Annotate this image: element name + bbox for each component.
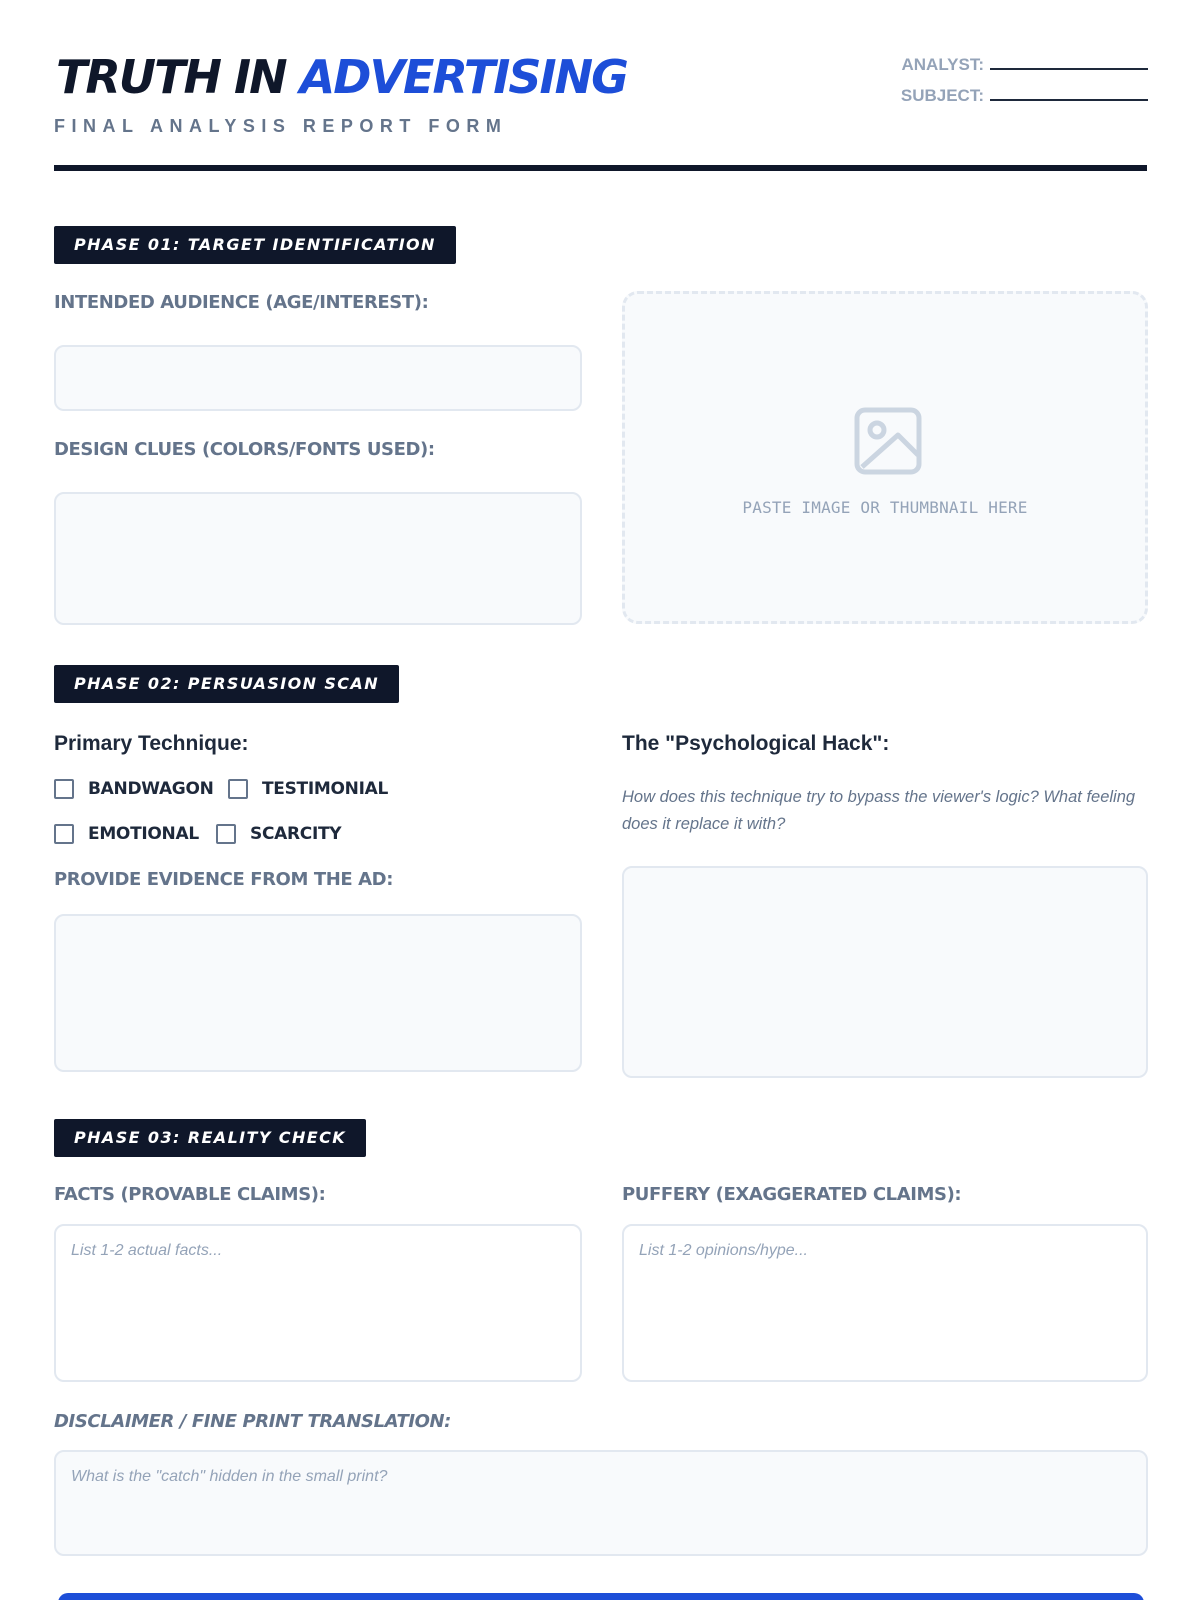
checkbox-testimonial[interactable]	[228, 779, 388, 799]
puffery-field[interactable]	[622, 1224, 1148, 1382]
analyst-label: ANALYST:	[901, 55, 984, 74]
checkbox-box[interactable]	[216, 824, 236, 844]
checkbox-box[interactable]	[54, 779, 74, 799]
disclaimer-label: DISCLAIMER / FINE PRINT TRANSLATION:	[54, 1411, 451, 1432]
meta-fields	[901, 55, 1148, 117]
facts-field[interactable]	[54, 1224, 582, 1382]
image-dropzone[interactable]	[622, 291, 1148, 624]
hack-label: The "Psychological Hack":	[622, 732, 890, 755]
evidence-label: PROVIDE EVIDENCE FROM THE AD:	[54, 869, 394, 890]
puffery-label: PUFFERY (EXAGGERATED CLAIMS):	[622, 1184, 962, 1205]
checkbox-scarcity[interactable]	[216, 824, 341, 844]
title-main: TRUTH IN	[56, 50, 300, 104]
checkbox-label: TESTIMONIAL	[262, 779, 388, 799]
disclaimer-placeholder: What is the "catch" hidden in the small print?	[71, 1468, 388, 1485]
checkbox-box[interactable]	[54, 824, 74, 844]
hack-hint: How does this technique try to bypass the viewer's logic? What feeling does it replace it with?	[622, 788, 1136, 833]
facts-label: FACTS (PROVABLE CLAIMS):	[54, 1184, 326, 1205]
phase-3-tag: PHASE 03: REALITY CHECK	[54, 1119, 366, 1157]
analyst-row	[901, 55, 1148, 86]
analyst-line-field[interactable]	[990, 56, 1148, 70]
phase-2-tag: PHASE 02: PERSUASION SCAN	[54, 665, 399, 703]
bottom-accent-bar	[58, 1593, 1144, 1600]
design-field[interactable]	[54, 492, 582, 625]
page-subtitle: FINAL ANALYSIS REPORT FORM	[54, 116, 508, 136]
checkbox-box[interactable]	[228, 779, 248, 799]
checkbox-label: BANDWAGON	[88, 779, 214, 799]
subject-label: SUBJECT:	[900, 86, 984, 105]
image-icon	[854, 407, 922, 475]
facts-placeholder: List 1-2 actual facts...	[71, 1242, 223, 1259]
checkbox-label: EMOTIONAL	[88, 824, 199, 844]
phase-1-tag: PHASE 01: TARGET IDENTIFICATION	[54, 226, 456, 264]
checkbox-label: SCARCITY	[250, 824, 342, 844]
dropzone-text: PASTE IMAGE OR THUMBNAIL HERE	[742, 498, 1028, 517]
audience-field[interactable]	[54, 345, 582, 411]
disclaimer-field[interactable]	[54, 1450, 1148, 1556]
technique-label: Primary Technique:	[54, 732, 249, 755]
checkbox-bandwagon[interactable]	[54, 779, 214, 799]
subject-row	[901, 86, 1148, 117]
page-title	[56, 50, 627, 104]
hack-field[interactable]	[622, 866, 1148, 1078]
title-accent: ADVERTISING	[299, 50, 627, 104]
subject-line-field[interactable]	[990, 87, 1148, 101]
checkbox-emotional[interactable]	[54, 824, 199, 844]
puffery-placeholder: List 1-2 opinions/hype...	[639, 1242, 808, 1259]
header-divider	[54, 165, 1147, 171]
evidence-field[interactable]	[54, 914, 582, 1072]
design-label: DESIGN CLUES (COLORS/FONTS USED):	[54, 439, 435, 460]
audience-label: INTENDED AUDIENCE (AGE/INTEREST):	[54, 292, 429, 313]
